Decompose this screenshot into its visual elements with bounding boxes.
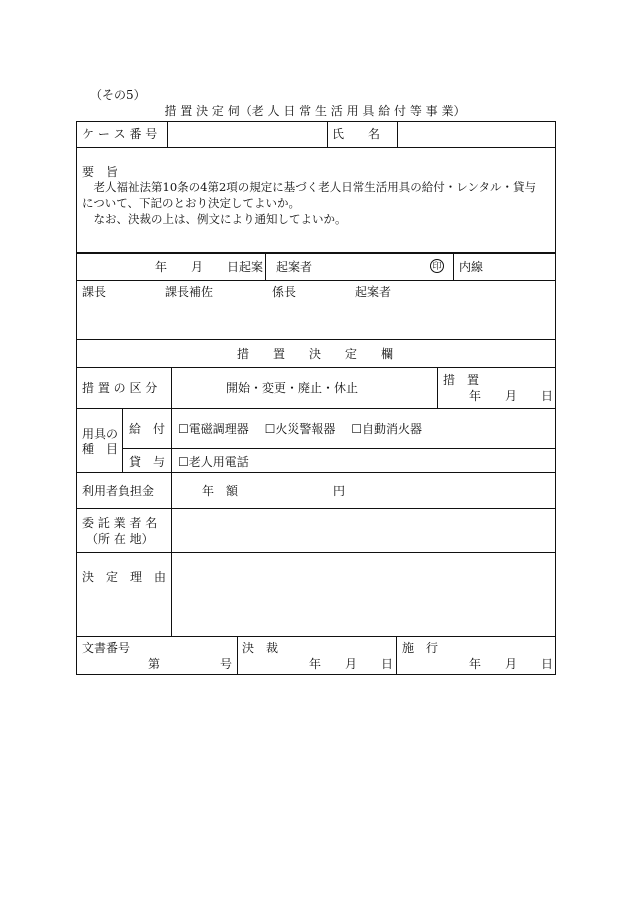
- doc-number-label: 文書番号: [82, 641, 131, 655]
- enforcement-label: 施 行: [402, 641, 439, 655]
- summary-line-1: 老人福祉法第10条の4第2項の規定に基づく老人日常生活用具の給付・レンタル・貸与: [82, 180, 537, 194]
- approval-subsection-chief: 係長: [272, 285, 297, 299]
- equipment-label-line1: 用具の: [82, 427, 119, 441]
- enforcement-date-field[interactable]: 年 月 日: [469, 657, 554, 671]
- checkbox-electromagnetic-cooker[interactable]: ☐電磁調理器: [178, 422, 249, 436]
- seal-mark-icon: 印: [430, 259, 444, 273]
- contractor-label: 委 託 業 者 名: [82, 516, 158, 530]
- summary-line-3: なお、決裁の上は、例文により通知してよいか。: [82, 212, 347, 226]
- approval-deputy-chief: 課長補佐: [165, 285, 214, 299]
- drafter-label: 起案者: [276, 260, 313, 274]
- decision-section-label: 措 置 決 定 欄: [236, 347, 393, 361]
- summary-line-2: について、下記のとおり決定してよいか。: [82, 196, 301, 210]
- measure-date-heading: 措 置: [443, 373, 480, 387]
- name-label: 氏 名: [332, 127, 381, 141]
- approval-section-chief: 課長: [82, 285, 107, 299]
- measure-type-label: 措 置 の 区 分: [82, 381, 158, 395]
- user-burden-label: 利用者負担金: [82, 484, 155, 498]
- checkbox-fire-alarm[interactable]: ☐火災警報器: [264, 422, 336, 436]
- doc-number-field[interactable]: 第 号: [148, 657, 233, 671]
- checkbox-elderly-phone[interactable]: ☐老人用電話: [178, 455, 249, 469]
- equipment-label-line2: 種 目: [82, 442, 119, 456]
- annex-label: （その5）: [90, 88, 146, 102]
- approval-label: 決 裁: [242, 641, 279, 655]
- yen-unit: 円: [333, 484, 346, 498]
- measure-type-options[interactable]: 開始・変更・廃止・休止: [226, 381, 359, 395]
- measure-date-field[interactable]: 年 月 日: [469, 389, 554, 403]
- approval-drafter: 起案者: [355, 285, 392, 299]
- contractor-address-label: （所 在 地）: [86, 532, 154, 546]
- lending-label: 貸 与: [129, 455, 166, 469]
- provision-label: 給 付: [129, 422, 166, 436]
- extension-label: 内線: [459, 260, 484, 274]
- form-title: 措 置 決 定 伺（老 人 日 常 生 活 用 具 給 付 等 事 業）: [164, 104, 466, 118]
- provision-items: [178, 423, 422, 435]
- summary-heading: 要 旨: [82, 165, 119, 179]
- drafting-date-label: 年 月 日起案: [155, 260, 264, 274]
- checkbox-auto-extinguisher[interactable]: ☐自動消火器: [351, 422, 422, 436]
- decision-reason-label: 決 定 理 由: [82, 570, 167, 584]
- lending-items: [178, 456, 249, 468]
- approval-date-field[interactable]: 年 月 日: [309, 657, 394, 671]
- case-number-label: ケ ー ス 番 号: [82, 127, 158, 141]
- annual-amount-label: 年 額: [202, 484, 239, 498]
